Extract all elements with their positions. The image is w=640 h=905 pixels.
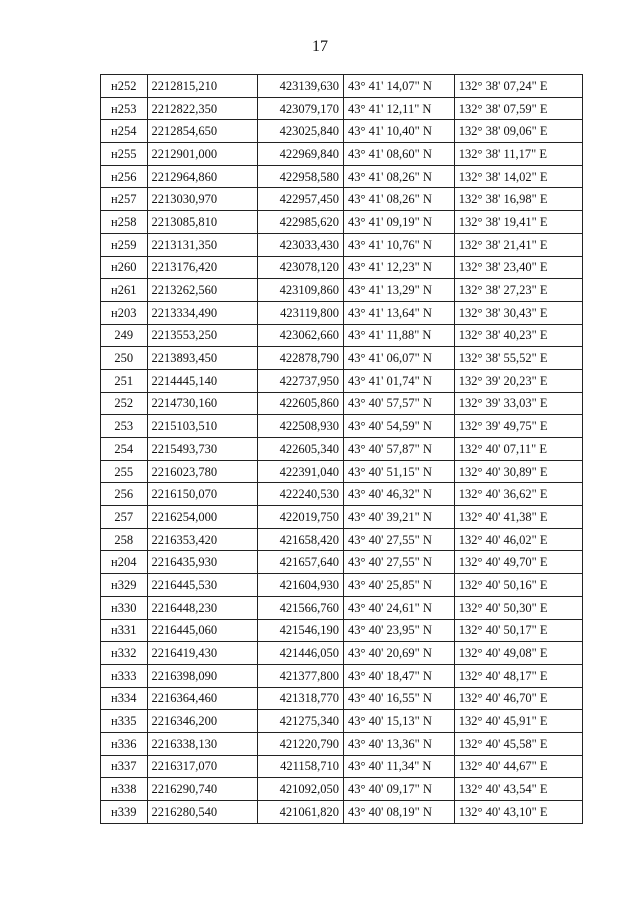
latitude-cell: 43° 40' 27,55" N (344, 551, 455, 574)
latitude-cell: 43° 41' 01,74" N (344, 369, 455, 392)
y-coordinate-cell: 423079,170 (258, 97, 344, 120)
x-coordinate-cell: 2216023,780 (147, 460, 258, 483)
point-number-cell: 254 (101, 438, 148, 461)
x-coordinate-cell: 2212815,210 (147, 75, 258, 98)
point-number-cell: н332 (101, 642, 148, 665)
x-coordinate-cell: 2213085,810 (147, 211, 258, 234)
longitude-cell: 132° 38' 14,02" E (454, 165, 582, 188)
point-number-cell: н335 (101, 710, 148, 733)
table-row (101, 324, 583, 347)
table-row (101, 301, 583, 324)
x-coordinate-cell: 2216290,740 (147, 778, 258, 801)
longitude-cell: 132° 38' 23,40" E (454, 256, 582, 279)
y-coordinate-cell: 423062,660 (258, 324, 344, 347)
table-row (101, 664, 583, 687)
y-coordinate-cell: 421446,050 (258, 642, 344, 665)
longitude-cell: 132° 38' 07,24" E (454, 75, 582, 98)
table-row (101, 97, 583, 120)
table-row (101, 619, 583, 642)
coordinates-table (100, 74, 583, 824)
x-coordinate-cell: 2213131,350 (147, 233, 258, 256)
longitude-cell: 132° 40' 07,11" E (454, 438, 582, 461)
y-coordinate-cell: 422605,340 (258, 438, 344, 461)
x-coordinate-cell: 2216419,430 (147, 642, 258, 665)
longitude-cell: 132° 40' 46,70" E (454, 687, 582, 710)
point-number-cell: н258 (101, 211, 148, 234)
latitude-cell: 43° 40' 18,47" N (344, 664, 455, 687)
y-coordinate-cell: 422391,040 (258, 460, 344, 483)
latitude-cell: 43° 41' 08,26" N (344, 188, 455, 211)
longitude-cell: 132° 40' 41,38" E (454, 506, 582, 529)
point-number-cell: н333 (101, 664, 148, 687)
point-number-cell: 253 (101, 415, 148, 438)
longitude-cell: 132° 38' 55,52" E (454, 347, 582, 370)
y-coordinate-cell: 422019,750 (258, 506, 344, 529)
latitude-cell: 43° 41' 08,26" N (344, 165, 455, 188)
x-coordinate-cell: 2213030,970 (147, 188, 258, 211)
longitude-cell: 132° 40' 50,16" E (454, 574, 582, 597)
latitude-cell: 43° 41' 10,76" N (344, 233, 455, 256)
latitude-cell: 43° 40' 11,34" N (344, 755, 455, 778)
x-coordinate-cell: 2215103,510 (147, 415, 258, 438)
longitude-cell: 132° 38' 11,17" E (454, 143, 582, 166)
point-number-cell: н252 (101, 75, 148, 98)
longitude-cell: 132° 38' 16,98" E (454, 188, 582, 211)
y-coordinate-cell: 422605,860 (258, 392, 344, 415)
latitude-cell: 43° 40' 13,36" N (344, 732, 455, 755)
x-coordinate-cell: 2212901,000 (147, 143, 258, 166)
y-coordinate-cell: 423109,860 (258, 279, 344, 302)
longitude-cell: 132° 40' 46,02" E (454, 528, 582, 551)
latitude-cell: 43° 41' 10,40" N (344, 120, 455, 143)
x-coordinate-cell: 2216398,090 (147, 664, 258, 687)
latitude-cell: 43° 40' 54,59" N (344, 415, 455, 438)
table-row (101, 211, 583, 234)
latitude-cell: 43° 41' 12,11" N (344, 97, 455, 120)
point-number-cell: 251 (101, 369, 148, 392)
x-coordinate-cell: 2216346,200 (147, 710, 258, 733)
latitude-cell: 43° 40' 57,57" N (344, 392, 455, 415)
point-number-cell: н254 (101, 120, 148, 143)
table-row (101, 143, 583, 166)
table-row (101, 233, 583, 256)
latitude-cell: 43° 40' 09,17" N (344, 778, 455, 801)
x-coordinate-cell: 2216150,070 (147, 483, 258, 506)
y-coordinate-cell: 422878,790 (258, 347, 344, 370)
table-row (101, 438, 583, 461)
point-number-cell: н261 (101, 279, 148, 302)
y-coordinate-cell: 421377,800 (258, 664, 344, 687)
x-coordinate-cell: 2216364,460 (147, 687, 258, 710)
table-row (101, 120, 583, 143)
point-number-cell: н253 (101, 97, 148, 120)
table-row (101, 165, 583, 188)
table-row (101, 279, 583, 302)
y-coordinate-cell: 421220,790 (258, 732, 344, 755)
longitude-cell: 132° 39' 33,03" E (454, 392, 582, 415)
table-row (101, 256, 583, 279)
point-number-cell: н259 (101, 233, 148, 256)
y-coordinate-cell: 421092,050 (258, 778, 344, 801)
x-coordinate-cell: 2216254,000 (147, 506, 258, 529)
longitude-cell: 132° 38' 30,43" E (454, 301, 582, 324)
table-row (101, 687, 583, 710)
point-number-cell: н260 (101, 256, 148, 279)
table-row (101, 642, 583, 665)
y-coordinate-cell: 421318,770 (258, 687, 344, 710)
table-row (101, 528, 583, 551)
y-coordinate-cell: 421158,710 (258, 755, 344, 778)
y-coordinate-cell: 422240,530 (258, 483, 344, 506)
x-coordinate-cell: 2213893,450 (147, 347, 258, 370)
x-coordinate-cell: 2213176,420 (147, 256, 258, 279)
page-number: 17 (312, 38, 328, 55)
y-coordinate-cell: 423119,800 (258, 301, 344, 324)
longitude-cell: 132° 38' 27,23" E (454, 279, 582, 302)
x-coordinate-cell: 2216280,540 (147, 801, 258, 824)
table-row (101, 596, 583, 619)
table-row (101, 415, 583, 438)
x-coordinate-cell: 2216338,130 (147, 732, 258, 755)
latitude-cell: 43° 40' 15,13" N (344, 710, 455, 733)
y-coordinate-cell: 422958,580 (258, 165, 344, 188)
longitude-cell: 132° 38' 19,41" E (454, 211, 582, 234)
longitude-cell: 132° 40' 50,17" E (454, 619, 582, 642)
longitude-cell: 132° 40' 43,54" E (454, 778, 582, 801)
point-number-cell: 258 (101, 528, 148, 551)
y-coordinate-cell: 422737,950 (258, 369, 344, 392)
longitude-cell: 132° 38' 40,23" E (454, 324, 582, 347)
x-coordinate-cell: 2216445,060 (147, 619, 258, 642)
y-coordinate-cell: 423078,120 (258, 256, 344, 279)
table-row (101, 574, 583, 597)
point-number-cell: 249 (101, 324, 148, 347)
point-number-cell: 250 (101, 347, 148, 370)
longitude-cell: 132° 40' 50,30" E (454, 596, 582, 619)
table-row (101, 801, 583, 824)
longitude-cell: 132° 40' 36,62" E (454, 483, 582, 506)
y-coordinate-cell: 421657,640 (258, 551, 344, 574)
latitude-cell: 43° 40' 25,85" N (344, 574, 455, 597)
latitude-cell: 43° 41' 06,07" N (344, 347, 455, 370)
table-row (101, 347, 583, 370)
latitude-cell: 43° 41' 14,07" N (344, 75, 455, 98)
table-row (101, 778, 583, 801)
point-number-cell: 252 (101, 392, 148, 415)
point-number-cell: н329 (101, 574, 148, 597)
longitude-cell: 132° 39' 20,23" E (454, 369, 582, 392)
y-coordinate-cell: 421604,930 (258, 574, 344, 597)
x-coordinate-cell: 2214730,160 (147, 392, 258, 415)
table-row (101, 732, 583, 755)
longitude-cell: 132° 40' 44,67" E (454, 755, 582, 778)
latitude-cell: 43° 41' 11,88" N (344, 324, 455, 347)
point-number-cell: н334 (101, 687, 148, 710)
latitude-cell: 43° 40' 24,61" N (344, 596, 455, 619)
point-number-cell: н338 (101, 778, 148, 801)
longitude-cell: 132° 40' 45,58" E (454, 732, 582, 755)
latitude-cell: 43° 40' 27,55" N (344, 528, 455, 551)
y-coordinate-cell: 421566,760 (258, 596, 344, 619)
latitude-cell: 43° 40' 20,69" N (344, 642, 455, 665)
table-row (101, 460, 583, 483)
y-coordinate-cell: 422508,930 (258, 415, 344, 438)
y-coordinate-cell: 421658,420 (258, 528, 344, 551)
table-row (101, 506, 583, 529)
y-coordinate-cell: 423033,430 (258, 233, 344, 256)
longitude-cell: 132° 40' 48,17" E (454, 664, 582, 687)
longitude-cell: 132° 40' 45,91" E (454, 710, 582, 733)
latitude-cell: 43° 40' 39,21" N (344, 506, 455, 529)
table-row (101, 392, 583, 415)
latitude-cell: 43° 40' 46,32" N (344, 483, 455, 506)
point-number-cell: н330 (101, 596, 148, 619)
latitude-cell: 43° 40' 51,15" N (344, 460, 455, 483)
longitude-cell: 132° 40' 43,10" E (454, 801, 582, 824)
point-number-cell: 256 (101, 483, 148, 506)
table-row (101, 755, 583, 778)
point-number-cell: 257 (101, 506, 148, 529)
table-row (101, 483, 583, 506)
table-row (101, 710, 583, 733)
x-coordinate-cell: 2216317,070 (147, 755, 258, 778)
y-coordinate-cell: 423025,840 (258, 120, 344, 143)
point-number-cell: н204 (101, 551, 148, 574)
x-coordinate-cell: 2216448,230 (147, 596, 258, 619)
point-number-cell: н336 (101, 732, 148, 755)
x-coordinate-cell: 2213334,490 (147, 301, 258, 324)
x-coordinate-cell: 2212822,350 (147, 97, 258, 120)
point-number-cell: н257 (101, 188, 148, 211)
latitude-cell: 43° 41' 08,60" N (344, 143, 455, 166)
point-number-cell: н256 (101, 165, 148, 188)
y-coordinate-cell: 421061,820 (258, 801, 344, 824)
latitude-cell: 43° 41' 09,19" N (344, 211, 455, 234)
longitude-cell: 132° 38' 07,59" E (454, 97, 582, 120)
longitude-cell: 132° 40' 49,08" E (454, 642, 582, 665)
latitude-cell: 43° 40' 57,87" N (344, 438, 455, 461)
point-number-cell: н331 (101, 619, 148, 642)
y-coordinate-cell: 422969,840 (258, 143, 344, 166)
latitude-cell: 43° 41' 12,23" N (344, 256, 455, 279)
latitude-cell: 43° 40' 16,55" N (344, 687, 455, 710)
latitude-cell: 43° 41' 13,64" N (344, 301, 455, 324)
table-row (101, 551, 583, 574)
longitude-cell: 132° 38' 09,06" E (454, 120, 582, 143)
x-coordinate-cell: 2212964,860 (147, 165, 258, 188)
point-number-cell: н337 (101, 755, 148, 778)
latitude-cell: 43° 40' 23,95" N (344, 619, 455, 642)
x-coordinate-cell: 2216353,420 (147, 528, 258, 551)
latitude-cell: 43° 41' 13,29" N (344, 279, 455, 302)
y-coordinate-cell: 422985,620 (258, 211, 344, 234)
longitude-cell: 132° 40' 30,89" E (454, 460, 582, 483)
table-row (101, 188, 583, 211)
y-coordinate-cell: 421546,190 (258, 619, 344, 642)
coordinates-table-body (101, 75, 583, 824)
point-number-cell: н339 (101, 801, 148, 824)
point-number-cell: н203 (101, 301, 148, 324)
longitude-cell: 132° 40' 49,70" E (454, 551, 582, 574)
x-coordinate-cell: 2214445,140 (147, 369, 258, 392)
longitude-cell: 132° 39' 49,75" E (454, 415, 582, 438)
x-coordinate-cell: 2216435,930 (147, 551, 258, 574)
latitude-cell: 43° 40' 08,19" N (344, 801, 455, 824)
x-coordinate-cell: 2212854,650 (147, 120, 258, 143)
table-row (101, 75, 583, 98)
table-row (101, 369, 583, 392)
x-coordinate-cell: 2215493,730 (147, 438, 258, 461)
x-coordinate-cell: 2216445,530 (147, 574, 258, 597)
y-coordinate-cell: 423139,630 (258, 75, 344, 98)
point-number-cell: н255 (101, 143, 148, 166)
y-coordinate-cell: 422957,450 (258, 188, 344, 211)
x-coordinate-cell: 2213553,250 (147, 324, 258, 347)
x-coordinate-cell: 2213262,560 (147, 279, 258, 302)
longitude-cell: 132° 38' 21,41" E (454, 233, 582, 256)
y-coordinate-cell: 421275,340 (258, 710, 344, 733)
point-number-cell: 255 (101, 460, 148, 483)
